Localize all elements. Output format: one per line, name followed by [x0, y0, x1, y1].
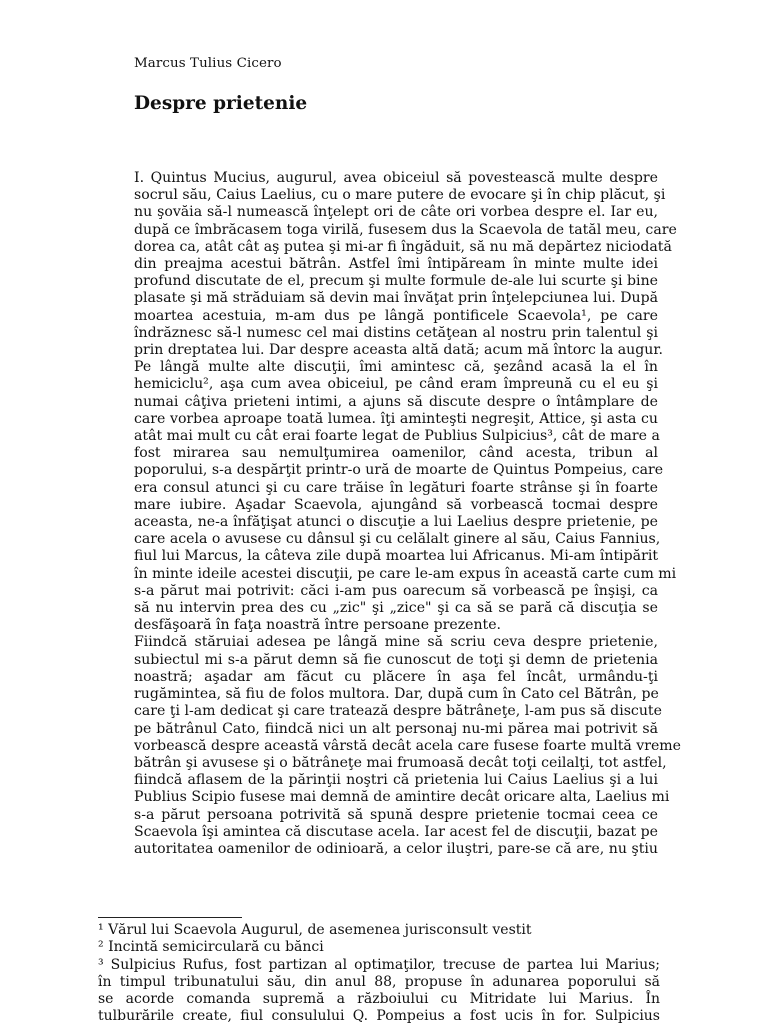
text-line: care acela o avusese cu dânsul şi cu celălalt ginere al său, Caius Fannius, — [134, 531, 661, 548]
text-line: care vorbea aproape toată lumea. îţi aminteşti negreşit, Attice, şi asta cu — [134, 410, 658, 427]
text-line: îndrăznesc să-l numesc cel mai distins cetăţean al nostru prin talentul şi — [134, 324, 658, 341]
footnote-2: ² Incintă semicirculară cu bănci — [98, 939, 324, 956]
text-line: atât mai mult cu cât erai foarte legat de Publius Sulpicius³, cât de mare a — [134, 428, 660, 445]
text-line: dorea ca, atât cât aş putea şi mi-ar fi îngăduit, să nu mă depărtez niciodată — [134, 238, 672, 255]
text-line: vorbească despre această vârstă decât acela care fusese foarte multă vreme — [134, 737, 681, 754]
text-line: fost mirarea sau nemulţumirea oamenilor, când acesta, tribun al — [134, 445, 658, 462]
text-line: prin dreptatea lui. Dar despre aceasta altă dată; acum mă întorc la augur. — [134, 342, 663, 359]
author-name: Marcus Tulius Cicero — [134, 56, 282, 71]
text-line: s-a părut persoana potrivită să spună despre prietenie tocmai ceea ce — [134, 806, 658, 823]
text-line: Publius Scipio fusese mai demnă de amintire decât oricare alta, Laelius mi — [134, 789, 670, 806]
footnote-1: ¹ Vărul lui Scaevola Augurul, de asemenea jurisconsult vestit — [98, 922, 532, 938]
footnotes — [98, 922, 660, 1026]
text-line: în minte ideile acestei discuţii, pe care le-am expus în această carte cum mi — [134, 565, 677, 582]
footnote-divider — [98, 917, 242, 918]
text-line: care ţi l-am dedicat şi care tratează despre bătrâneţe, l-am pus să discute — [134, 703, 662, 720]
text-line: moartea acestuia, m-am dus pe lângă pontificele Scaevola¹, pe care — [134, 307, 658, 324]
footnote-3: ³ Sulpicius Rufus, fost partizan al optimaţilor, trecuse de partea lui Marius; — [98, 956, 660, 973]
paragraph — [98, 170, 677, 359]
text-line: noastră; aşadar am făcut cu plăcere în aşa fel încât, urmându-ţi — [134, 668, 658, 685]
footnote-line: se acorde comanda supremă a războiului cu Mitridate lui Marius. În — [98, 991, 660, 1008]
text-line: din preajma acestui bătrân. Astfel îmi întipăream în minte multe idei — [134, 256, 658, 273]
footnote-line: tulburările create, fiul consulului Q. Pompeius a fost ucis în for. Sulpicius — [98, 1008, 660, 1025]
body-text — [98, 170, 681, 858]
text-line: s-a părut mai potrivit: căci i-am pus oarecum să vorbească pe înşişi, ca — [134, 582, 658, 599]
paragraph — [98, 359, 677, 634]
text-line: era consul atunci şi cu care trăise în legături foarte strânse şi în foarte — [134, 479, 658, 496]
text-line: hemiciclu², aşa cum avea obiceiul, pe când eram împreună cu el eu şi — [134, 376, 658, 393]
footnote-line: în timpul tribunatului său, din anul 88, propuse în adunarea poporului să — [98, 973, 660, 990]
text-line: fiindcă aflasem de la părinţii noştri că prietenia lui Caius Laelius şi a lui — [134, 772, 658, 789]
paragraph — [98, 634, 681, 858]
text-line: poporului, s-a despărţit printr-o ură de moarte de Quintus Pompeius, care — [134, 462, 664, 479]
text-line: desfăşoară în faţa noastră între persoane prezente. — [134, 617, 502, 634]
text-line: plasate şi mă străduiam să devin mai învăţat prin înţelepciunea lui. După — [134, 290, 658, 307]
text-line: Fiindcă stăruiai adesea pe lângă mine să scriu ceva despre prietenie, — [134, 634, 658, 651]
text-line: profund discutate de el, precum şi multe formule de-ale lui scurte şi bine — [134, 273, 658, 290]
text-line: subiectul mi s-a părut demn să fie cunoscut de toţi şi demn de prietenia — [134, 651, 658, 668]
text-line: mare iubire. Aşadar Scaevola, ajungând să vorbească tocmai despre — [134, 496, 658, 513]
text-line: nu şovăia să-l numească înţelept ori de câte ori vorbea despre el. Iar eu, — [134, 204, 658, 221]
text-line: autoritatea oamenilor de odinioară, a celor iluştri, pare-se că are, nu ştiu — [134, 840, 658, 857]
text-line: Pe lângă multe alte discuţii, îmi amintesc că, şezând acasă la el în — [134, 359, 658, 376]
text-line: I. Quintus Mucius, augurul, avea obiceiul să povestească multe despre — [134, 170, 658, 186]
text-line: bătrân şi avusese şi o bătrâneţe mai frumoasă decât toţi ceilalţi, tot astfel, — [134, 754, 667, 771]
text-line: pe bătrânul Cato, fiindcă nici un alt personaj nu-mi părea mai potrivit să — [134, 720, 658, 737]
text-line: Scaevola îşi amintea că discutase acela. Iar acest fel de discuţii, bazat pe — [134, 823, 658, 840]
text-line: rugămintea, să fiu de folos multora. Dar, după cum în Cato cel Bătrân, pe — [134, 686, 659, 703]
document-title: Despre prietenie — [134, 93, 308, 114]
text-line: socrul său, Caius Laelius, cu o mare putere de evocare şi în chip plăcut, şi — [134, 187, 666, 204]
text-line: să nu intervin prea des cu „zic" şi „zice" şi ca să se pară că discuţia se — [134, 600, 658, 617]
text-line: numai câţiva prieteni intimi, a ajuns să discute despre o întâmplare de — [134, 393, 658, 410]
text-line: aceasta, ne-a înfăţişat atunci o discuţie a lui Laelius despre prietenie, pe — [134, 514, 658, 531]
text-line: după ce îmbrăcasem toga virilă, fusesem dus la Scaevola de tatăl meu, care — [134, 221, 677, 238]
text-line: fiul lui Marcus, la câteva zile după moartea lui Africanus. Mi-am întipărit — [134, 548, 658, 565]
